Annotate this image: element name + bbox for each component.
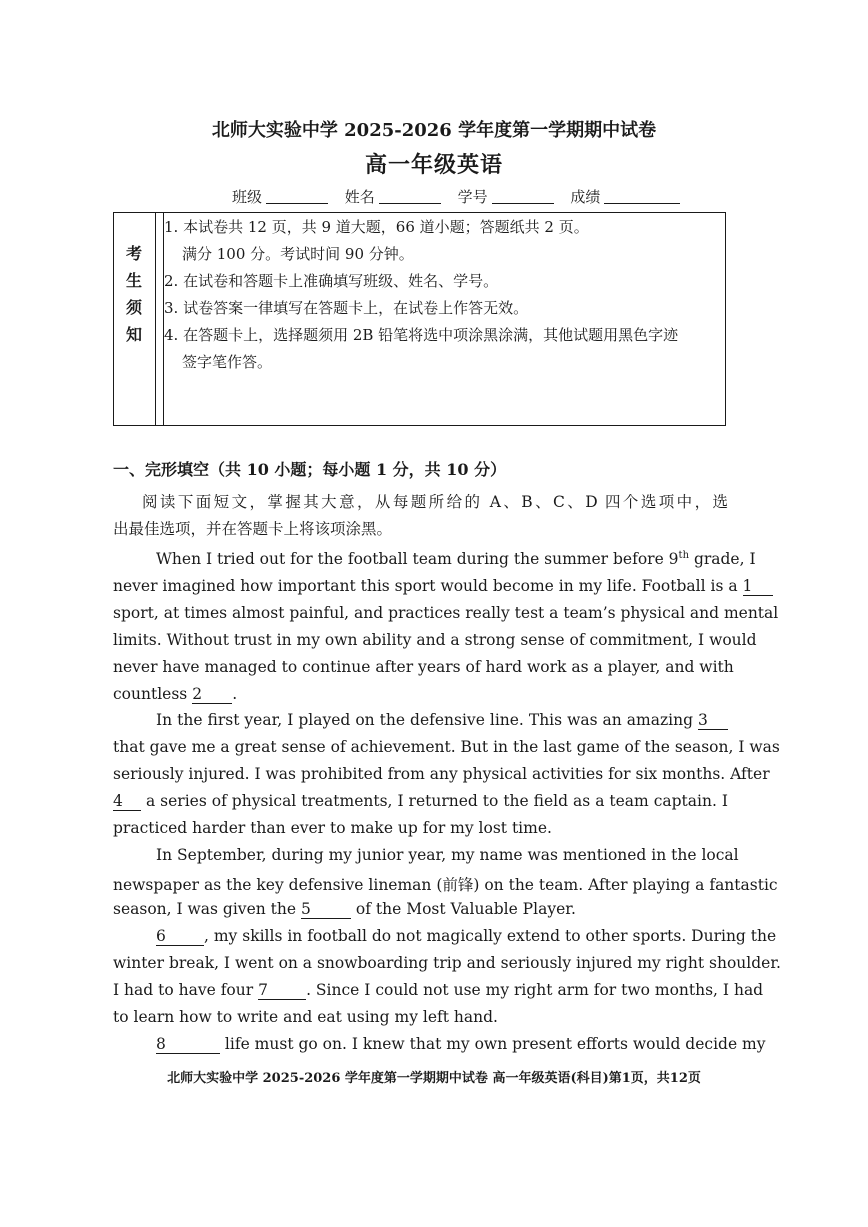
name-label: 姓名 bbox=[344, 188, 375, 206]
passage-line bbox=[113, 900, 728, 919]
notice-line: 2. 在试卷和答题卡上准确填写班级、姓名、学号。 bbox=[164, 272, 499, 290]
passage-text: never imagined how important this sport would become in my life. Football is a bbox=[113, 577, 743, 595]
notice-line: 签字笔作答。 bbox=[182, 353, 273, 371]
notice-side-label bbox=[114, 213, 156, 425]
passage-line: to learn how to write and eat using my left hand. bbox=[113, 1008, 498, 1026]
blank-8: 8 bbox=[156, 1035, 220, 1054]
exam-notice-box bbox=[113, 212, 726, 426]
name-blank bbox=[379, 189, 441, 204]
student-info-fields bbox=[232, 186, 680, 207]
blank-7: 7 bbox=[258, 981, 306, 1000]
student-id-blank bbox=[492, 189, 554, 204]
passage-text: a series of physical treatments, I returned to the field as a team captain. I bbox=[141, 792, 728, 810]
blank-4: 4 bbox=[113, 792, 141, 811]
blank-5: 5 bbox=[301, 900, 351, 919]
passage-line bbox=[113, 685, 728, 704]
passage-line: winter break, I went on a snowboarding trip and seriously injured my right shoulder. bbox=[113, 954, 781, 972]
page-footer: 北师大实验中学 2025-2026 学年度第一学期期中试卷 高一年级英语(科目)第1页，共12页 bbox=[167, 1071, 701, 1086]
passage-text: grade, I bbox=[689, 550, 756, 569]
passage-line: that gave me a great sense of achievement. But in the last game of the season, I was bbox=[113, 738, 780, 756]
exam-title: 北师大实验中学 2025-2026 学年度第一学期期中试卷 bbox=[211, 120, 657, 141]
passage-text: In the first year, I played on the defensive line. This was an amazing bbox=[156, 711, 698, 729]
passage-line bbox=[113, 981, 764, 1000]
passage-line: newspaper as the key defensive lineman (前锋) on the team. After playing a fantastic bbox=[113, 876, 778, 894]
notice-char: 须 bbox=[125, 298, 142, 317]
notice-char: 生 bbox=[125, 271, 142, 290]
passage-text: . Since I could not use my right arm for two months, I had bbox=[306, 981, 764, 999]
passage-line bbox=[156, 711, 728, 730]
blank-6: 6 bbox=[156, 927, 204, 946]
blank-2: 2 bbox=[192, 685, 232, 704]
instruction-line: 阅读下面短文，掌握其大意，从每题所给的 A、B、C、D 四个选项中，选 bbox=[142, 493, 728, 511]
passage-line: seriously injured. I was prohibited from any physical activities for six months. After bbox=[113, 765, 770, 783]
blank-1: 1 bbox=[743, 577, 773, 596]
instruction-line: 出最佳选项，并在答题卡上将该项涂黑。 bbox=[113, 520, 393, 538]
passage-text: countless bbox=[113, 685, 193, 703]
passage-text: season, I was given the bbox=[113, 900, 301, 918]
passage-text: , my skills in football do not magically extend to other sports. During the bbox=[204, 927, 777, 945]
class-label: 班级 bbox=[232, 188, 263, 206]
passage-line bbox=[156, 550, 756, 569]
passage-line: sport, at times almost painful, and practices really test a team’s physical and mental bbox=[113, 604, 779, 622]
notice-body bbox=[156, 213, 725, 425]
score-blank bbox=[604, 189, 680, 204]
passage-text: of the Most Valuable Player. bbox=[350, 900, 576, 918]
class-blank bbox=[266, 189, 328, 204]
notice-char: 知 bbox=[125, 325, 142, 344]
notice-line: 满分 100 分。考试时间 90 分钟。 bbox=[182, 245, 414, 263]
passage-line: practiced harder than ever to make up for my lost time. bbox=[113, 819, 552, 837]
notice-line: 3. 试卷答案一律填写在答题卡上，在试卷上作答无效。 bbox=[164, 299, 529, 317]
student-id-label: 学号 bbox=[457, 188, 488, 206]
ordinal-suffix: th bbox=[678, 550, 690, 561]
notice-divider bbox=[156, 213, 164, 425]
passage-line: limits. Without trust in my own ability and a strong sense of commitment, I would bbox=[113, 631, 757, 649]
passage-text: I had to have four bbox=[113, 981, 259, 999]
passage-line bbox=[156, 927, 777, 946]
blank-3: 3 bbox=[698, 711, 728, 730]
notice-line: 4. 在答题卡上，选择题须用 2B 铅笔将选中项涂黑涂满，其他试题用黑色字迹 bbox=[164, 326, 679, 344]
passage-text: life must go on. I knew that my own present efforts would decide my bbox=[220, 1035, 766, 1053]
passage-line bbox=[113, 577, 753, 596]
passage-line: In September, during my junior year, my name was mentioned in the local bbox=[156, 846, 739, 864]
passage-line bbox=[113, 792, 728, 811]
notice-line: 1. 本试卷共 12 页，共 9 道大题，66 道小题；答题纸共 2 页。 bbox=[164, 218, 589, 236]
passage-line bbox=[156, 1035, 766, 1054]
passage-text: When I tried out for the football team during the summer before 9 bbox=[156, 550, 679, 569]
notice-char: 考 bbox=[125, 244, 142, 263]
passage-line: never have managed to continue after years of hard work as a player, and with bbox=[113, 658, 734, 676]
score-label: 成绩 bbox=[570, 188, 601, 206]
exam-subtitle: 高一年级英语 bbox=[364, 152, 503, 178]
section-title: 一、完形填空（共 10 小题；每小题 1 分，共 10 分） bbox=[113, 460, 507, 479]
passage-text: . bbox=[232, 685, 238, 703]
